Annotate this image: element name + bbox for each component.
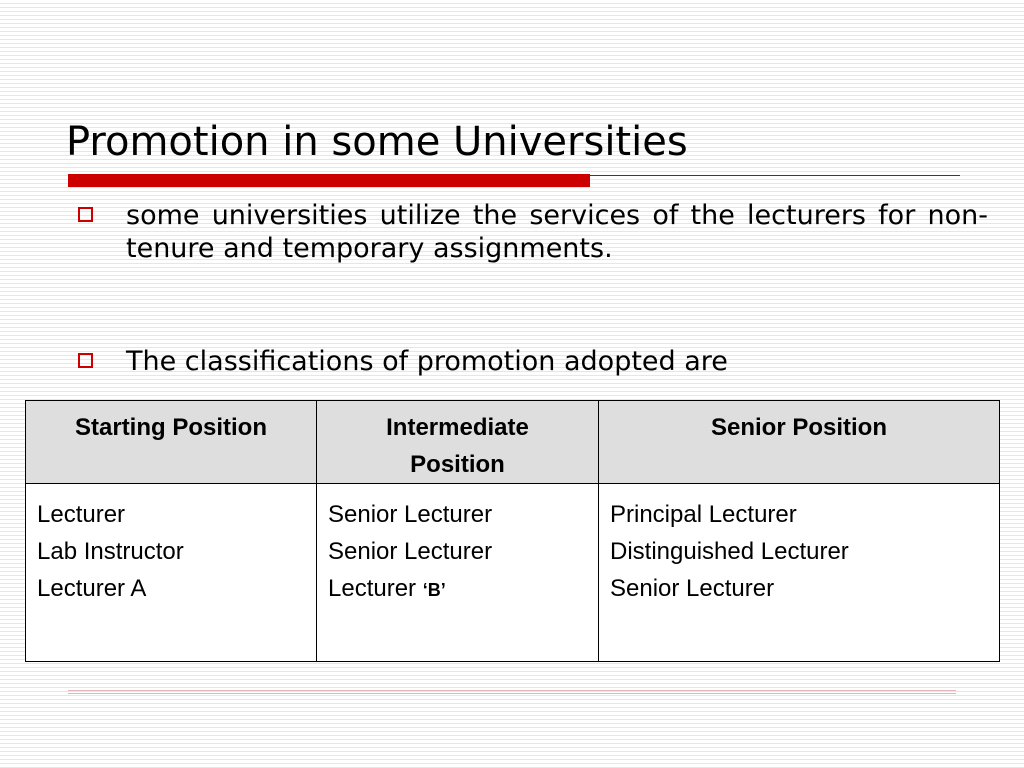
table-cell-text: Senior Lecturer: [328, 538, 493, 565]
footer-divider: [68, 690, 956, 691]
senior-position-cell: [599, 484, 1000, 662]
b-grade-mark: ‘B’: [422, 580, 446, 600]
table-cell-text: Lecturer: [37, 501, 126, 528]
intermediate-position-cell: [317, 484, 599, 662]
bullet-item: [78, 345, 988, 378]
slide-title: Promotion in some Universities: [66, 119, 688, 165]
footer-divider: [68, 693, 956, 694]
table-row: [26, 484, 1000, 662]
starting-position-cell: [26, 484, 317, 662]
column-header-starting-position: Starting Position: [26, 401, 317, 484]
table-cell-text: Senior Lecturer: [328, 501, 493, 528]
hollow-square-bullet-icon: [78, 207, 93, 222]
table-cell-line: [328, 570, 587, 609]
promotion-table: [25, 400, 1000, 662]
hollow-square-bullet-icon: [78, 353, 93, 368]
bullet-text: The classifications of promotion adopted are: [126, 346, 728, 377]
column-header-senior-position: Senior Position: [599, 401, 1000, 484]
title-underline-thick: [68, 174, 590, 187]
title-underline-thin: [590, 175, 960, 176]
table-cell-text: Lecturer A: [37, 575, 147, 602]
table-cell-text: Lab Instructor: [37, 538, 184, 565]
column-header-intermediate-position: Intermediate Position: [317, 401, 599, 484]
table-cell-text: Principal Lecturer: [610, 501, 797, 528]
table-cell-text: Senior Lecturer: [610, 575, 775, 602]
bullet-text: some universities utilize the services of the lecturers for non-tenure and temporary assignments.: [126, 200, 988, 264]
table-cell-text: Distinguished Lecturer: [610, 538, 849, 565]
table-header-row: [26, 401, 1000, 484]
table-cell-text: Lecturer: [328, 575, 423, 602]
bullet-item: [78, 199, 988, 265]
